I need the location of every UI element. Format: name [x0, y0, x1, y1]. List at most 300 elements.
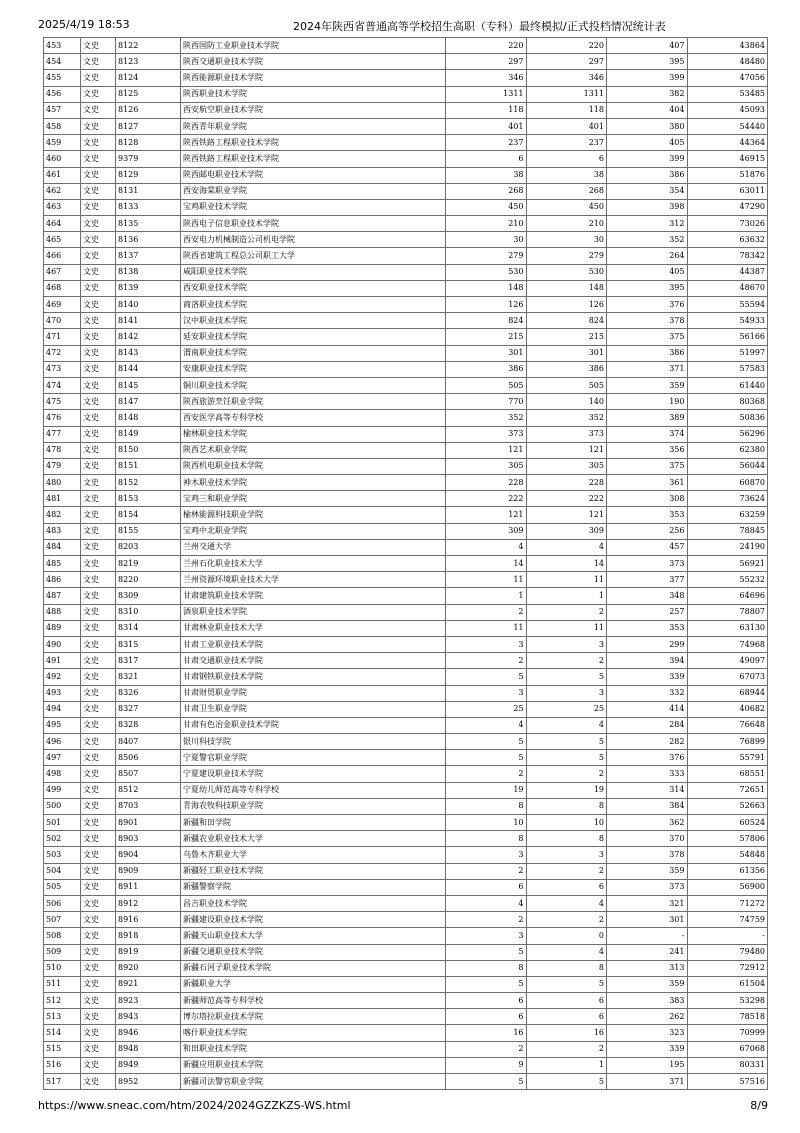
row-index-cell: 498: [44, 766, 81, 782]
plan-count-cell: 19: [446, 782, 527, 798]
institution-name-cell: 陕西邮电职业技术学院: [181, 167, 446, 183]
institution-name-cell: 兰州资源环境职业技术大学: [181, 572, 446, 588]
min-score-cell: 376: [607, 297, 688, 313]
institution-name-cell: 陕西职业技术学院: [181, 86, 446, 102]
table-row: [44, 1057, 768, 1073]
min-score-cell: 339: [607, 1041, 688, 1057]
plan-count-cell: 373: [446, 426, 527, 442]
table-row: [44, 944, 768, 960]
table-row: [44, 831, 768, 847]
min-rank-cell: 61440: [687, 377, 768, 393]
row-index-cell: 463: [44, 199, 81, 215]
min-score-cell: 299: [607, 636, 688, 652]
institution-name-cell: 新疆师范高等专科学校: [181, 993, 446, 1009]
admitted-count-cell: 2: [526, 604, 607, 620]
table-row: [44, 232, 768, 248]
min-rank-cell: 48480: [687, 54, 768, 70]
row-index-cell: 496: [44, 734, 81, 750]
row-index-cell: 482: [44, 507, 81, 523]
plan-count-cell: 220: [446, 38, 527, 54]
min-score-cell: 383: [607, 993, 688, 1009]
subject-category-cell: 文史: [81, 717, 116, 733]
min-score-cell: 375: [607, 329, 688, 345]
table-row: [44, 475, 768, 491]
subject-category-cell: 文史: [81, 345, 116, 361]
min-rank-cell: 54848: [687, 847, 768, 863]
plan-count-cell: 2: [446, 1041, 527, 1057]
row-index-cell: 468: [44, 280, 81, 296]
subject-category-cell: 文史: [81, 313, 116, 329]
row-index-cell: 453: [44, 38, 81, 54]
plan-count-cell: 5: [446, 669, 527, 685]
table-row: [44, 118, 768, 134]
institution-code-cell: 8141: [116, 313, 181, 329]
table-row: [44, 377, 768, 393]
table-row: [44, 993, 768, 1009]
min-rank-cell: 44364: [687, 135, 768, 151]
admitted-count-cell: 2: [526, 766, 607, 782]
min-rank-cell: 51997: [687, 345, 768, 361]
min-score-cell: 414: [607, 701, 688, 717]
min-rank-cell: 78342: [687, 248, 768, 264]
subject-category-cell: 文史: [81, 734, 116, 750]
plan-count-cell: 6: [446, 1009, 527, 1025]
plan-count-cell: 450: [446, 199, 527, 215]
plan-count-cell: 346: [446, 70, 527, 86]
institution-name-cell: 汉中职业技术学院: [181, 313, 446, 329]
min-rank-cell: 57583: [687, 361, 768, 377]
institution-code-cell: 8407: [116, 734, 181, 750]
table-row: [44, 523, 768, 539]
admitted-count-cell: 4: [526, 539, 607, 555]
subject-category-cell: 文史: [81, 442, 116, 458]
institution-name-cell: 新疆警察学院: [181, 879, 446, 895]
admitted-count-cell: 16: [526, 1025, 607, 1041]
admitted-count-cell: 10: [526, 815, 607, 831]
admitted-count-cell: 5: [526, 976, 607, 992]
subject-category-cell: 文史: [81, 86, 116, 102]
min-score-cell: 407: [607, 38, 688, 54]
plan-count-cell: 14: [446, 556, 527, 572]
subject-category-cell: 文史: [81, 102, 116, 118]
subject-category-cell: 文史: [81, 750, 116, 766]
row-index-cell: 459: [44, 135, 81, 151]
institution-name-cell: 银川科技学院: [181, 734, 446, 750]
subject-category-cell: 文史: [81, 264, 116, 280]
institution-name-cell: 青海农牧科技职业学院: [181, 798, 446, 814]
plan-count-cell: 297: [446, 54, 527, 70]
plan-count-cell: 3: [446, 685, 527, 701]
institution-code-cell: 9379: [116, 151, 181, 167]
institution-code-cell: 8149: [116, 426, 181, 442]
table-row: [44, 620, 768, 636]
institution-name-cell: 博尔塔拉职业技术学院: [181, 1009, 446, 1025]
min-score-cell: 359: [607, 863, 688, 879]
institution-name-cell: 新疆和田学院: [181, 815, 446, 831]
plan-count-cell: 228: [446, 475, 527, 491]
institution-code-cell: 8220: [116, 572, 181, 588]
row-index-cell: 474: [44, 377, 81, 393]
institution-code-cell: 8916: [116, 912, 181, 928]
institution-name-cell: 陕西铁路工程职业技术学院: [181, 151, 446, 167]
row-index-cell: 483: [44, 523, 81, 539]
institution-code-cell: 8145: [116, 377, 181, 393]
table-row: [44, 102, 768, 118]
min-rank-cell: 54440: [687, 118, 768, 134]
subject-category-cell: 文史: [81, 1009, 116, 1025]
min-rank-cell: 79480: [687, 944, 768, 960]
institution-code-cell: 8123: [116, 54, 181, 70]
min-rank-cell: 63011: [687, 183, 768, 199]
admitted-count-cell: 1311: [526, 86, 607, 102]
plan-count-cell: 770: [446, 394, 527, 410]
institution-code-cell: 8901: [116, 815, 181, 831]
admitted-count-cell: 222: [526, 491, 607, 507]
admitted-count-cell: 530: [526, 264, 607, 280]
institution-name-cell: 新疆司法警官职业学院: [181, 1074, 446, 1090]
admitted-count-cell: 401: [526, 118, 607, 134]
institution-name-cell: 昌吉职业技术学院: [181, 895, 446, 911]
min-rank-cell: 78845: [687, 523, 768, 539]
page-header: [38, 18, 768, 36]
plan-count-cell: 16: [446, 1025, 527, 1041]
table-row: [44, 1009, 768, 1025]
table-row: [44, 135, 768, 151]
admitted-count-cell: 6: [526, 993, 607, 1009]
admitted-count-cell: 11: [526, 572, 607, 588]
min-rank-cell: 47290: [687, 199, 768, 215]
min-rank-cell: 61356: [687, 863, 768, 879]
min-score-cell: 348: [607, 588, 688, 604]
subject-category-cell: 文史: [81, 701, 116, 717]
institution-code-cell: 8327: [116, 701, 181, 717]
subject-category-cell: 文史: [81, 248, 116, 264]
plan-count-cell: 9: [446, 1057, 527, 1073]
plan-count-cell: 6: [446, 879, 527, 895]
row-index-cell: 512: [44, 993, 81, 1009]
min-score-cell: 308: [607, 491, 688, 507]
plan-count-cell: 10: [446, 815, 527, 831]
subject-category-cell: 文史: [81, 410, 116, 426]
subject-category-cell: 文史: [81, 912, 116, 928]
table-row: [44, 653, 768, 669]
table-row: [44, 1025, 768, 1041]
admitted-count-cell: 505: [526, 377, 607, 393]
table-row: [44, 912, 768, 928]
table-row: [44, 556, 768, 572]
admitted-count-cell: 301: [526, 345, 607, 361]
institution-name-cell: 新疆职业大学: [181, 976, 446, 992]
min-score-cell: 380: [607, 118, 688, 134]
min-score-cell: 377: [607, 572, 688, 588]
min-rank-cell: 46915: [687, 151, 768, 167]
plan-count-cell: 5: [446, 944, 527, 960]
min-rank-cell: 73026: [687, 216, 768, 232]
row-index-cell: 514: [44, 1025, 81, 1041]
subject-category-cell: 文史: [81, 572, 116, 588]
min-rank-cell: 61504: [687, 976, 768, 992]
table-row: [44, 960, 768, 976]
row-index-cell: 458: [44, 118, 81, 134]
plan-count-cell: 301: [446, 345, 527, 361]
institution-name-cell: 铜川职业技术学院: [181, 377, 446, 393]
row-index-cell: 460: [44, 151, 81, 167]
min-rank-cell: 71272: [687, 895, 768, 911]
table-row: [44, 588, 768, 604]
min-rank-cell: 57806: [687, 831, 768, 847]
admitted-count-cell: 450: [526, 199, 607, 215]
institution-name-cell: 新疆轻工职业技术学院: [181, 863, 446, 879]
plan-count-cell: 2: [446, 653, 527, 669]
admitted-count-cell: 121: [526, 507, 607, 523]
min-score-cell: 378: [607, 313, 688, 329]
document-title: 2024年陕西省普通高等学校招生高职（专科）最终模拟/正式投档情况统计表: [293, 20, 666, 33]
subject-category-cell: 文史: [81, 458, 116, 474]
institution-name-cell: 陕西铁路工程职业技术学院: [181, 135, 446, 151]
admitted-count-cell: 2: [526, 863, 607, 879]
row-index-cell: 506: [44, 895, 81, 911]
min-rank-cell: 55232: [687, 572, 768, 588]
plan-count-cell: 8: [446, 831, 527, 847]
institution-name-cell: 新疆应用职业技术学院: [181, 1057, 446, 1073]
plan-count-cell: 8: [446, 798, 527, 814]
min-rank-cell: 72651: [687, 782, 768, 798]
subject-category-cell: 文史: [81, 944, 116, 960]
institution-name-cell: 延安职业技术学院: [181, 329, 446, 345]
institution-name-cell: 甘肃工业职业技术学院: [181, 636, 446, 652]
admitted-count-cell: 25: [526, 701, 607, 717]
institution-name-cell: 新疆农业职业技术大学: [181, 831, 446, 847]
row-index-cell: 479: [44, 458, 81, 474]
table-row: [44, 879, 768, 895]
min-rank-cell: -: [687, 928, 768, 944]
plan-count-cell: 11: [446, 620, 527, 636]
institution-code-cell: 8219: [116, 556, 181, 572]
row-index-cell: 464: [44, 216, 81, 232]
admitted-count-cell: 237: [526, 135, 607, 151]
admitted-count-cell: 4: [526, 944, 607, 960]
min-score-cell: 353: [607, 620, 688, 636]
admitted-count-cell: 305: [526, 458, 607, 474]
admitted-count-cell: 8: [526, 831, 607, 847]
subject-category-cell: 文史: [81, 960, 116, 976]
subject-category-cell: 文史: [81, 183, 116, 199]
subject-category-cell: 文史: [81, 588, 116, 604]
table-row: [44, 345, 768, 361]
table-row: [44, 167, 768, 183]
row-index-cell: 488: [44, 604, 81, 620]
institution-code-cell: 8153: [116, 491, 181, 507]
institution-code-cell: 8310: [116, 604, 181, 620]
min-rank-cell: 56166: [687, 329, 768, 345]
row-index-cell: 462: [44, 183, 81, 199]
row-index-cell: 475: [44, 394, 81, 410]
min-score-cell: 353: [607, 507, 688, 523]
institution-code-cell: 8142: [116, 329, 181, 345]
institution-code-cell: 8309: [116, 588, 181, 604]
row-index-cell: 508: [44, 928, 81, 944]
admitted-count-cell: 220: [526, 38, 607, 54]
min-rank-cell: 57516: [687, 1074, 768, 1090]
min-score-cell: 282: [607, 734, 688, 750]
admitted-count-cell: 3: [526, 636, 607, 652]
min-score-cell: 312: [607, 216, 688, 232]
min-score-cell: 359: [607, 976, 688, 992]
row-index-cell: 484: [44, 539, 81, 555]
institution-name-cell: 陕西机电职业技术学院: [181, 458, 446, 474]
table-row: [44, 199, 768, 215]
institution-name-cell: 兰州交通大学: [181, 539, 446, 555]
subject-category-cell: 文史: [81, 620, 116, 636]
institution-code-cell: 8315: [116, 636, 181, 652]
institution-name-cell: 和田职业技术学院: [181, 1041, 446, 1057]
plan-count-cell: 38: [446, 167, 527, 183]
row-index-cell: 461: [44, 167, 81, 183]
institution-name-cell: 新疆建设职业技术学院: [181, 912, 446, 928]
institution-name-cell: 宁夏幼儿师范高等专科学校: [181, 782, 446, 798]
plan-count-cell: 505: [446, 377, 527, 393]
table-row: [44, 394, 768, 410]
institution-code-cell: 8920: [116, 960, 181, 976]
plan-count-cell: 121: [446, 507, 527, 523]
min-rank-cell: 56921: [687, 556, 768, 572]
plan-count-cell: 121: [446, 442, 527, 458]
row-index-cell: 487: [44, 588, 81, 604]
institution-code-cell: 8317: [116, 653, 181, 669]
institution-name-cell: 陕西青年职业学院: [181, 118, 446, 134]
institution-code-cell: 8512: [116, 782, 181, 798]
admitted-count-cell: 6: [526, 879, 607, 895]
row-index-cell: 457: [44, 102, 81, 118]
row-index-cell: 477: [44, 426, 81, 442]
min-score-cell: 314: [607, 782, 688, 798]
min-rank-cell: 48670: [687, 280, 768, 296]
table-row: [44, 216, 768, 232]
table-row: [44, 54, 768, 70]
page-footer: [38, 1099, 768, 1117]
plan-count-cell: 2: [446, 912, 527, 928]
subject-category-cell: 文史: [81, 653, 116, 669]
row-index-cell: 495: [44, 717, 81, 733]
min-score-cell: 323: [607, 1025, 688, 1041]
table-row: [44, 458, 768, 474]
institution-name-cell: 安康职业技术学院: [181, 361, 446, 377]
row-index-cell: 509: [44, 944, 81, 960]
plan-count-cell: 5: [446, 734, 527, 750]
admitted-count-cell: 8: [526, 960, 607, 976]
admitted-count-cell: 352: [526, 410, 607, 426]
plan-count-cell: 279: [446, 248, 527, 264]
admitted-count-cell: 5: [526, 669, 607, 685]
institution-code-cell: 8155: [116, 523, 181, 539]
row-index-cell: 472: [44, 345, 81, 361]
min-score-cell: 399: [607, 70, 688, 86]
institution-code-cell: 8137: [116, 248, 181, 264]
admitted-count-cell: 11: [526, 620, 607, 636]
institution-name-cell: 甘肃交通职业技术学院: [181, 653, 446, 669]
institution-name-cell: 陕西能源职业技术学院: [181, 70, 446, 86]
institution-code-cell: 8952: [116, 1074, 181, 1090]
institution-code-cell: 8948: [116, 1041, 181, 1057]
min-score-cell: 371: [607, 361, 688, 377]
row-index-cell: 492: [44, 669, 81, 685]
institution-name-cell: 甘肃林业职业技术大学: [181, 620, 446, 636]
table-row: [44, 766, 768, 782]
table-row: [44, 329, 768, 345]
table-row: [44, 507, 768, 523]
min-score-cell: 190: [607, 394, 688, 410]
row-index-cell: 467: [44, 264, 81, 280]
row-index-cell: 510: [44, 960, 81, 976]
min-score-cell: 405: [607, 264, 688, 280]
min-rank-cell: 56900: [687, 879, 768, 895]
institution-code-cell: 8126: [116, 102, 181, 118]
plan-count-cell: 268: [446, 183, 527, 199]
table-row: [44, 976, 768, 992]
plan-count-cell: 11: [446, 572, 527, 588]
institution-code-cell: 8128: [116, 135, 181, 151]
institution-code-cell: 8918: [116, 928, 181, 944]
min-score-cell: 321: [607, 895, 688, 911]
subject-category-cell: 文史: [81, 1025, 116, 1041]
subject-category-cell: 文史: [81, 539, 116, 555]
row-index-cell: 489: [44, 620, 81, 636]
admitted-count-cell: 5: [526, 1074, 607, 1090]
institution-name-cell: 西安职业技术学院: [181, 280, 446, 296]
institution-name-cell: 甘肃有色冶金职业技术学院: [181, 717, 446, 733]
subject-category-cell: 文史: [81, 118, 116, 134]
plan-count-cell: 3: [446, 847, 527, 863]
subject-category-cell: 文史: [81, 297, 116, 313]
plan-count-cell: 4: [446, 895, 527, 911]
admitted-count-cell: 228: [526, 475, 607, 491]
table-row: [44, 1074, 768, 1090]
admitted-count-cell: 4: [526, 895, 607, 911]
admitted-count-cell: 14: [526, 556, 607, 572]
table-row: [44, 183, 768, 199]
admitted-count-cell: 4: [526, 717, 607, 733]
min-score-cell: 376: [607, 750, 688, 766]
row-index-cell: 502: [44, 831, 81, 847]
institution-name-cell: 兰州石化职业技术大学: [181, 556, 446, 572]
institution-code-cell: 8136: [116, 232, 181, 248]
institution-code-cell: 8912: [116, 895, 181, 911]
min-rank-cell: 74759: [687, 912, 768, 928]
min-rank-cell: 73624: [687, 491, 768, 507]
institution-code-cell: 8125: [116, 86, 181, 102]
plan-count-cell: 305: [446, 458, 527, 474]
plan-count-cell: 2: [446, 604, 527, 620]
table-row: [44, 248, 768, 264]
source-url: https://www.sneac.com/htm/2024/2024GZZKZS-WS.html: [38, 1099, 351, 1112]
min-score-cell: 386: [607, 345, 688, 361]
table-row: [44, 717, 768, 733]
admitted-count-cell: 8: [526, 798, 607, 814]
plan-count-cell: 3: [446, 928, 527, 944]
table-row: [44, 313, 768, 329]
institution-name-cell: 商洛职业技术学院: [181, 297, 446, 313]
institution-name-cell: 乌鲁木齐职业大学: [181, 847, 446, 863]
table-row: [44, 491, 768, 507]
admitted-count-cell: 118: [526, 102, 607, 118]
admitted-count-cell: 279: [526, 248, 607, 264]
subject-category-cell: 文史: [81, 831, 116, 847]
min-score-cell: 371: [607, 1074, 688, 1090]
admitted-count-cell: 1: [526, 1057, 607, 1073]
min-score-cell: 195: [607, 1057, 688, 1073]
row-index-cell: 465: [44, 232, 81, 248]
plan-count-cell: 352: [446, 410, 527, 426]
